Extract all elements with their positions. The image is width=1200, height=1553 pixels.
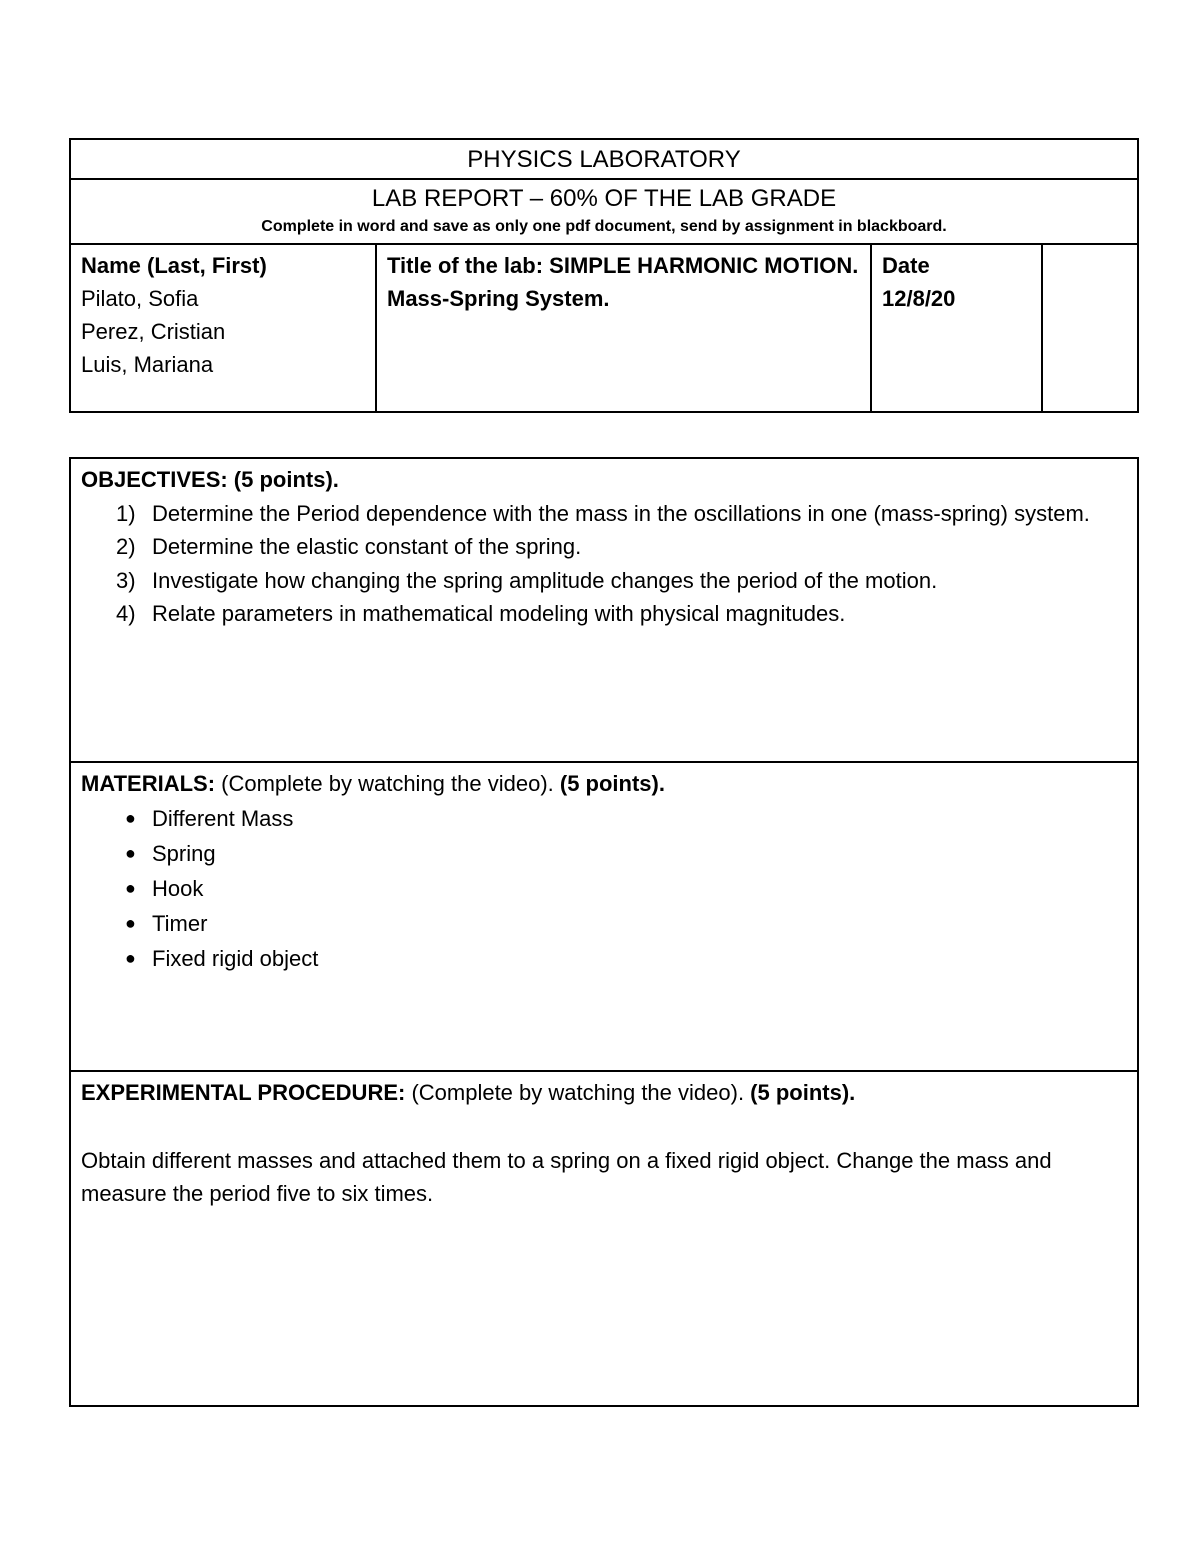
list-item (81, 530, 1127, 564)
objectives-list (81, 497, 1127, 631)
bullet-icon: ● (125, 912, 136, 933)
bullet-icon: ● (125, 807, 136, 828)
list-item (81, 597, 1127, 631)
materials-section (71, 763, 1137, 1072)
materials-heading-label: MATERIALS: (81, 771, 216, 796)
header-table (69, 138, 1139, 413)
item-number: 1) (116, 500, 136, 526)
objectives-section (71, 459, 1137, 763)
date-label: Date (882, 253, 930, 278)
procedure-heading-note: (Complete by watching the video). (405, 1080, 751, 1105)
submission-instructions: Complete in word and save as only one pdf document, send by assignment in blackboard. (261, 218, 947, 235)
bullet-icon: ● (125, 877, 136, 898)
item-number: 4) (116, 601, 136, 626)
lab-title-cell (377, 245, 872, 411)
report-subtitle: LAB REPORT – 60% OF THE LAB GRADE (371, 185, 837, 212)
student-name: Pilato, Sofia (81, 286, 199, 311)
date-cell (872, 245, 1043, 411)
item-number: 2) (116, 534, 136, 559)
name-label: Name (Last, First) (81, 253, 267, 278)
list-item (81, 497, 1127, 531)
item-text: Determine the Period dependence with the mass in the oscillations in one (mass-spring) system. (152, 500, 1090, 526)
procedure-heading-label: EXPERIMENTAL PROCEDURE: (81, 1080, 406, 1105)
bullet-icon: ● (125, 842, 136, 863)
info-row (71, 245, 1137, 411)
materials-heading-note: (Complete by watching the video). (215, 771, 560, 796)
date-value: 12/8/20 (882, 286, 956, 311)
item-text: Fixed rigid object (152, 945, 319, 971)
list-item (81, 801, 1127, 836)
bullet-icon: ● (125, 947, 136, 968)
lab-title: Title of the lab: SIMPLE HARMONIC MOTION. Mass-Spring System. (387, 253, 859, 311)
procedure-heading (81, 1076, 1127, 1110)
item-text: Spring (152, 840, 216, 866)
item-text: Different Mass (152, 805, 294, 831)
materials-list (81, 801, 1127, 976)
list-item (81, 906, 1127, 941)
item-text: Hook (152, 875, 204, 901)
student-name: Luis, Mariana (81, 352, 214, 377)
report-subtitle-row (71, 180, 1137, 245)
procedure-section (71, 1072, 1137, 1405)
item-text: Timer (152, 910, 208, 936)
blank-cell (1043, 245, 1137, 411)
list-item (81, 871, 1127, 906)
item-text: Relate parameters in mathematical modeling with physical magnitudes. (152, 601, 846, 626)
student-name: Perez, Cristian (81, 319, 226, 344)
report-sections (69, 457, 1139, 1407)
materials-heading (81, 767, 1127, 801)
item-number: 3) (116, 567, 136, 593)
procedure-heading-points: (5 points). (750, 1080, 856, 1105)
item-text: Determine the elastic constant of the spring. (152, 534, 582, 559)
procedure-text: Obtain different masses and attached them to a spring on a fixed rigid object. Change the mass and measure the period five to six times. (81, 1147, 1052, 1206)
list-item (81, 941, 1127, 976)
list-item (81, 564, 1127, 598)
materials-heading-points: (5 points). (559, 771, 665, 796)
item-text: Investigate how changing the spring amplitude changes the period of the motion. (152, 567, 938, 593)
objectives-heading: OBJECTIVES: (5 points). (81, 467, 339, 492)
document-title: PHYSICS LABORATORY (71, 140, 1137, 180)
name-cell (71, 245, 377, 411)
list-item (81, 836, 1127, 871)
